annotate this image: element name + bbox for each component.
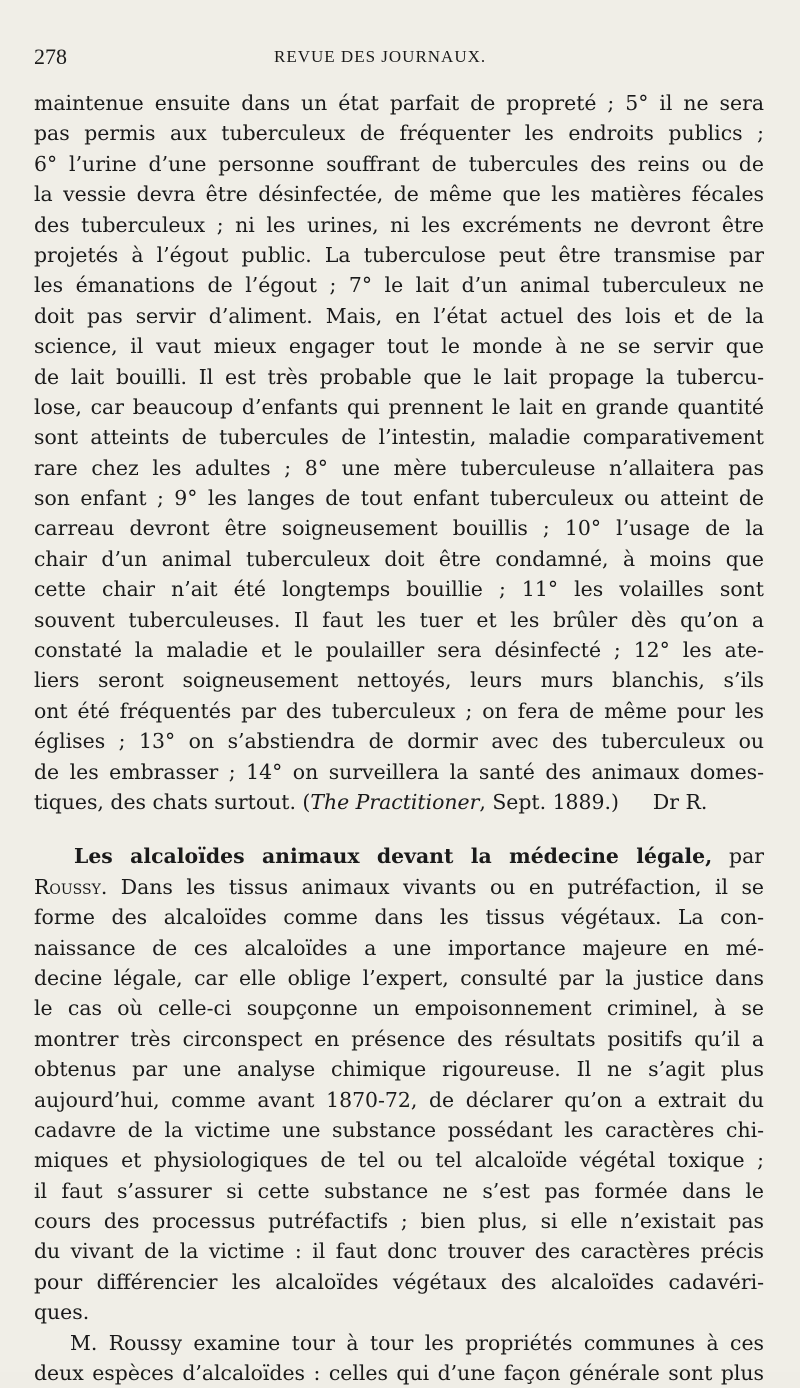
body-text bbox=[34, 88, 764, 1388]
text-line: constaté la maladie et le poulailler sera désinfecté ; 12° les ate- bbox=[34, 638, 764, 663]
article-title: Les alcaloïdes animaux devant la médecine légale, bbox=[74, 844, 713, 869]
text-line: pour différencier les alcaloïdes végétaux des alcaloïdes cadavéri- bbox=[34, 1269, 764, 1294]
text-line: naissance de ces alcaloïdes a une importance majeure en mé- bbox=[34, 935, 764, 960]
text-line: projetés à l’égout public. La tuberculose peut être transmise par bbox=[34, 242, 764, 267]
citation-lead: tiques, des chats surtout. ( bbox=[34, 789, 311, 814]
text-line: forme des alcaloïdes comme dans les tissus végétaux. La con- bbox=[34, 905, 764, 930]
text-line: du vivant de la victime : il faut donc trouver des caractères précis bbox=[34, 1239, 764, 1264]
running-head: REVUE DES JOURNAUX. bbox=[274, 47, 487, 66]
text-line: cette chair n’ait été longtemps bouillie ; 11° les volailles sont bbox=[34, 577, 764, 602]
text-line: églises ; 13° on s’abstiendra de dormir avec des tuberculeux ou bbox=[34, 729, 764, 754]
text-line: sont atteints de tubercules de l’intestin, maladie comparativement bbox=[34, 425, 764, 450]
text-line: ques. bbox=[34, 1300, 90, 1325]
text-line: chair d’un animal tuberculeux doit être condamné, à moins que bbox=[34, 546, 764, 571]
text-line: lose, car beaucoup d’enfants qui prennent le lait en grande quantité bbox=[34, 394, 764, 419]
text-line: deux espèces d’alcaloïdes : celles qui d’une façon générale sont plus bbox=[34, 1361, 764, 1386]
paragraph-tuberculosis-measures bbox=[34, 88, 764, 817]
text-line: obtenus par une analyse chimique rigoureuse. Il ne s’agit plus bbox=[34, 1057, 764, 1082]
text-line: montrer très circonspect en présence des résultats positifs qu’il a bbox=[34, 1026, 764, 1051]
article-heading-line bbox=[34, 841, 764, 871]
paragraph-animal-alkaloids bbox=[34, 841, 764, 1327]
text-line: carreau devront être soigneusement bouillis ; 10° l’usage de la bbox=[34, 516, 764, 541]
text-line: pas permis aux tuberculeux de fréquenter les endroits publics ; bbox=[34, 121, 764, 146]
text-line: aujourd’hui, comme avant 1870-72, de déclarer qu’on a extrait du bbox=[34, 1087, 764, 1112]
text-line: science, il vaut mieux engager tout le monde à ne se servir que bbox=[34, 334, 764, 359]
citation-date: , Sept. 1889.) bbox=[479, 789, 619, 814]
text-line: miques et physiologiques de tel ou tel alcaloïde végétal toxique ; bbox=[34, 1148, 764, 1173]
author-signature: Dr R. bbox=[652, 789, 708, 814]
paragraph-roussy-examines bbox=[34, 1328, 764, 1388]
text-line: cours des processus putréfactifs ; bien plus, si elle n’existait pas bbox=[34, 1209, 764, 1234]
text-line: M. Roussy examine tour à tour les propriétés communes à ces bbox=[70, 1330, 764, 1355]
text-line: de lait bouilli. Il est très probable que le lait propage la tubercu- bbox=[34, 364, 764, 389]
article-title-after: par bbox=[712, 844, 764, 869]
text-line: doit pas servir d’aliment. Mais, en l’état actuel des lois et de la bbox=[34, 303, 764, 328]
text-line: liers seront soigneusement nettoyés, leurs murs blanchis, s’ils bbox=[34, 668, 764, 693]
page-number: 278 bbox=[34, 44, 67, 69]
text-line-author bbox=[34, 872, 764, 902]
text-line: de les embrasser ; 14° on surveillera la santé des animaux domes- bbox=[34, 759, 764, 784]
text-line: maintenue ensuite dans un état parfait de propreté ; 5° il ne sera bbox=[34, 91, 764, 115]
text-line: souvent tuberculeuses. Il faut les tuer et les brûler dès qu’on a bbox=[34, 607, 764, 632]
text-line: cadavre de la victime une substance possédant les caractères chi- bbox=[34, 1117, 764, 1142]
text-line: 6° l’urine d’une personne souffrant de tubercules des reins ou de bbox=[34, 151, 764, 176]
text-line: la vessie devra être désinfectée, de même que les matières fécales bbox=[34, 182, 764, 207]
text-continuation: . Dans les tissus animaux vivants ou en putréfaction, il se bbox=[100, 874, 764, 899]
page-header bbox=[34, 44, 764, 74]
article-author: Roussy bbox=[34, 874, 101, 899]
text-line: des tuberculeux ; ni les urines, ni les excréments ne devront être bbox=[34, 212, 764, 237]
text-line: le cas où celle-ci soupçonne un empoisonnement criminel, à se bbox=[34, 996, 764, 1021]
citation-journal: The Practitioner bbox=[310, 789, 480, 814]
paragraph-gap bbox=[34, 817, 764, 841]
text-line: ont été fréquentés par des tuberculeux ; on fera de même pour les bbox=[34, 698, 764, 723]
text-line-citation bbox=[34, 787, 764, 817]
text-line: rare chez les adultes ; 8° une mère tuberculeuse n’allaitera pas bbox=[34, 455, 764, 480]
text-line: decine légale, car elle oblige l’expert, consulté par la justice dans bbox=[34, 965, 764, 990]
text-line: son enfant ; 9° les langes de tout enfant tuberculeux ou atteint de bbox=[34, 486, 764, 511]
text-line: les émanations de l’égout ; 7° le lait d’un animal tuberculeux ne bbox=[34, 273, 764, 298]
text-line: il faut s’assurer si cette substance ne s’est pas formée dans le bbox=[34, 1178, 764, 1203]
